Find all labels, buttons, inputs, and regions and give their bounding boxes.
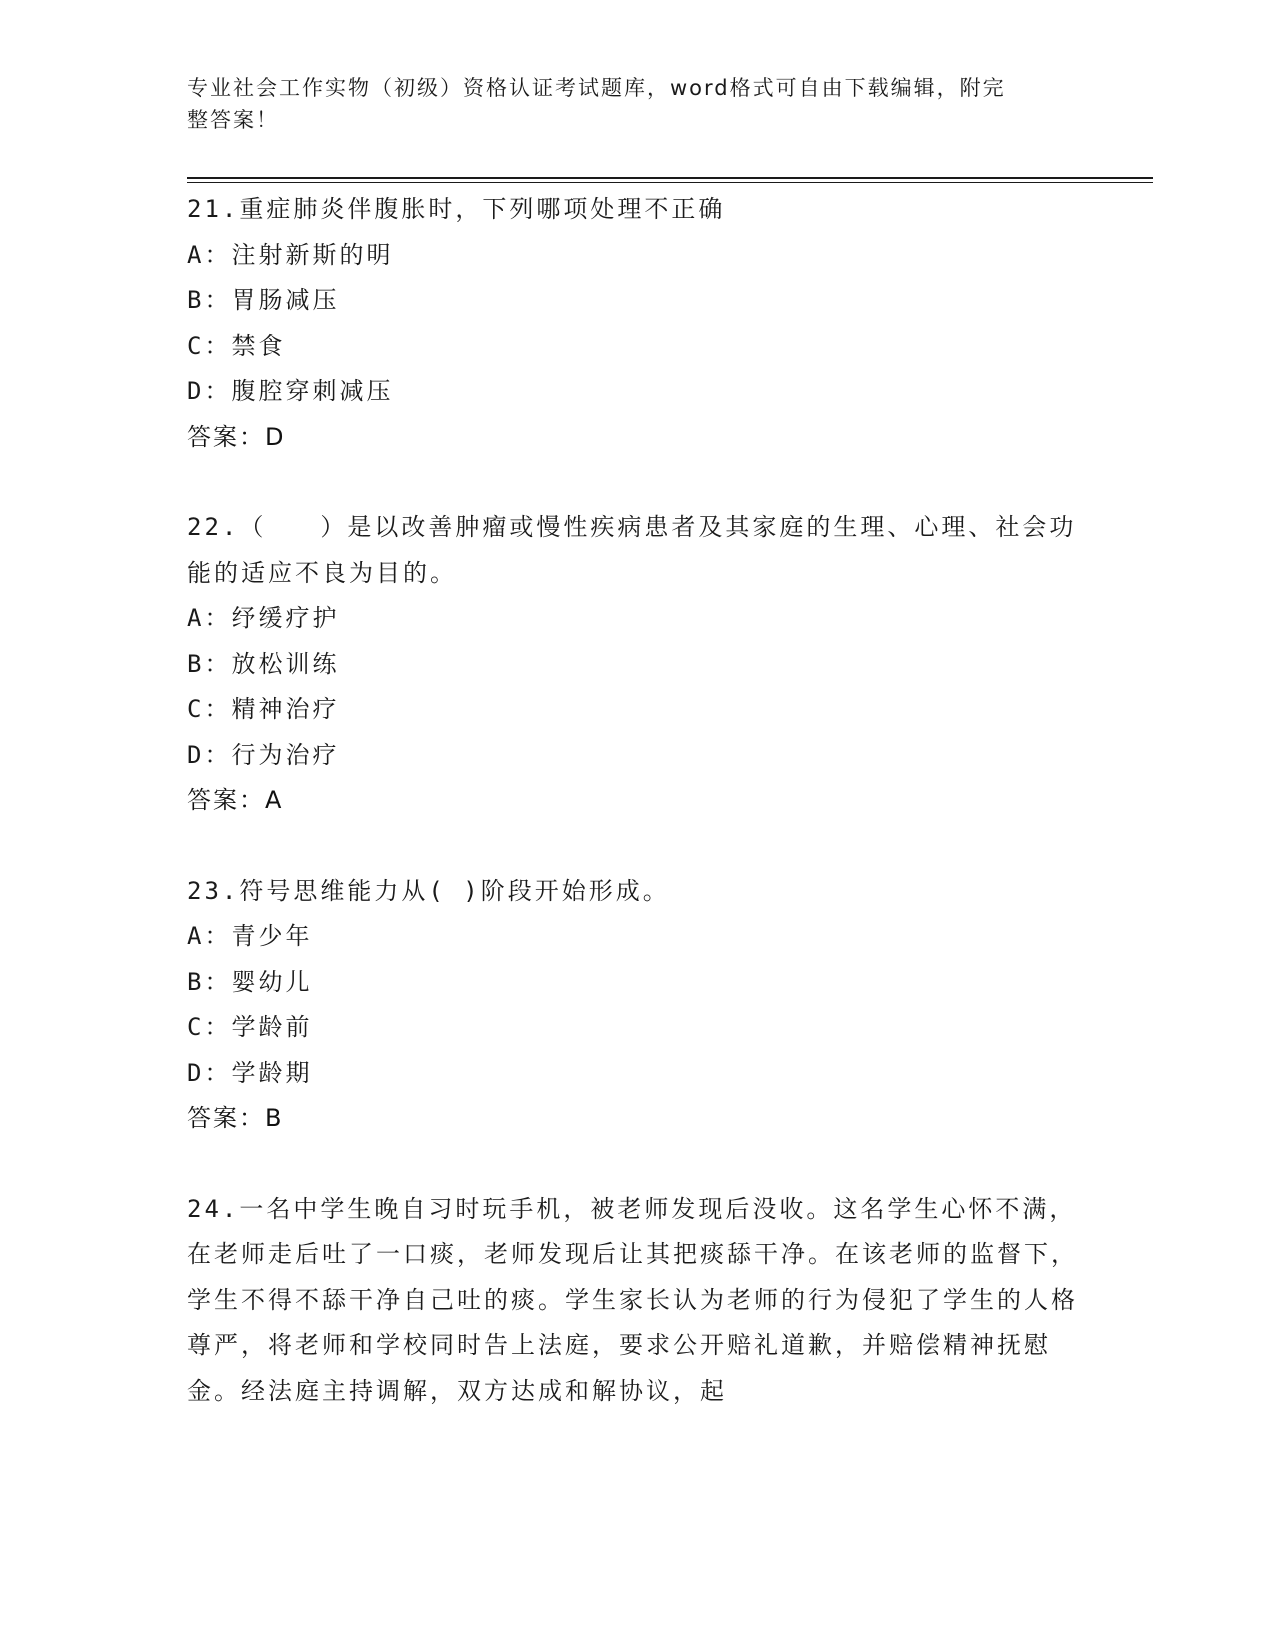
question-21 [187,187,1087,460]
document-header [187,72,1087,136]
header-divider-thick [187,177,1153,179]
option-b: B：胃肠减压 [187,286,340,314]
option-c: C：禁食 [187,331,286,360]
option-b: B：婴幼儿 [187,967,313,996]
header-line-2: 整答案！ [187,108,279,132]
question-stem: 24.一名中学生晚自习时玩手机，被老师发现后没收。这名学生心怀不满，在老师走后吐了一口痰，老师发现后让其把痰舔干净。在该老师的监督下，学生不得不舔干净自己吐的痰。学生家长认为老师的行为侵犯了学生的人格尊严，将老师和学校同时告上法庭，要求公开赔礼道歉，并赔偿精神抚慰金。经法庭主持调解，双方达成和解协议，起 [187,1194,1078,1405]
option-b: B：放松训练 [187,649,340,678]
option-a: A：青少年 [187,922,313,950]
option-d: D：行为治疗 [187,740,340,769]
option-d: D：学龄期 [187,1058,313,1087]
question-stem: 21.重症肺炎伴腹胀时，下列哪项处理不正确 [187,195,726,223]
answer-line: 答案：B [187,1104,284,1132]
option-d: D：腹腔穿刺减压 [187,377,394,405]
option-a: A：注射新斯的明 [187,240,394,269]
option-c: C：精神治疗 [187,695,340,723]
question-22 [187,505,1087,824]
header-divider-thin [187,182,1153,183]
option-c: C：学龄前 [187,1013,313,1041]
question-list [187,187,1087,1459]
question-stem: 23.符号思维能力从( )阶段开始形成。 [187,876,670,905]
question-23 [187,869,1087,1142]
question-24 [187,1187,1087,1415]
option-a: A：纾缓疗护 [187,604,340,632]
answer-line: 答案：A [187,786,284,814]
answer-line: 答案：D [187,422,286,451]
header-line-1: 专业社会工作实物（初级）资格认证考试题库，word格式可自由下载编辑，附完 [187,76,1006,100]
question-stem: 22.（ ）是以改善肿瘤或慢性疾病患者及其家庭的生理、心理、社会功能的适应不良为目的。 [187,513,1077,587]
